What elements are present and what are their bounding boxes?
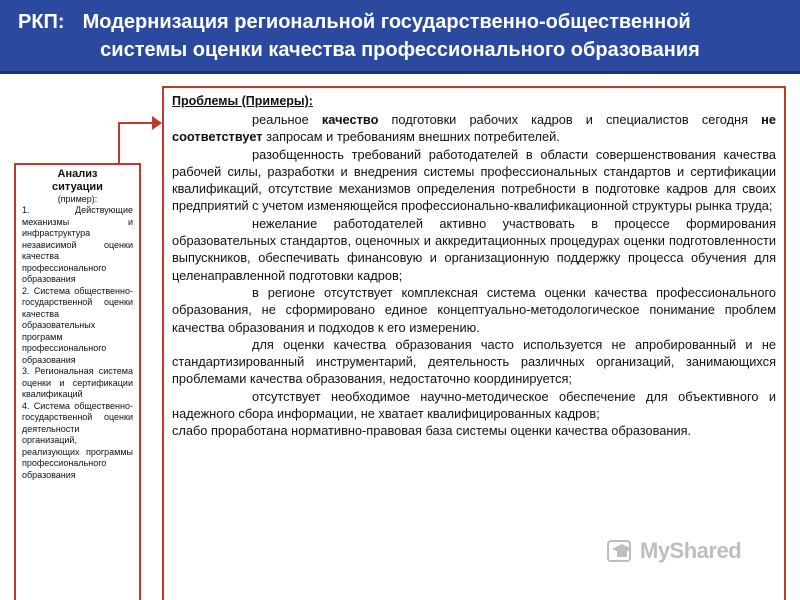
problem-paragraph <box>172 111 776 146</box>
problem-text: запросам и требованиям внешних потребителей. <box>262 129 560 145</box>
list-item: 4. Система общественно-государственной оценки деятельности организаций, реализующих программы профессионального образования <box>22 400 133 480</box>
slide-title-text-1: Модернизация региональной государственно-общественной <box>82 11 691 33</box>
list-item: 2. Система общественно-государственной оценки качества образовательных программ профессионального образования <box>22 285 133 365</box>
list-item: 3. Региональная система оценки и сертификации квалификаций <box>22 366 133 399</box>
list-item: 1. Действующие механизмы и инфраструктура независимой оценки качества профессионального образования <box>22 205 133 284</box>
situation-analysis-title-1: Анализ <box>57 168 98 180</box>
problems-title: Проблемы (Примеры): <box>172 94 313 108</box>
problem-paragraph: в регионе отсутствует комплексная система оценки качества профессионального образования, не сформировано единое концептуально-методологическое понимание проблем качества образования и подходов к его измерению. <box>172 284 776 335</box>
slide-title-line-2: системы оценки качества профессионального образования <box>100 39 700 61</box>
problem-text: реальное <box>252 112 322 127</box>
graduation-cap-icon <box>606 537 636 565</box>
problem-text: подготовки рабочих кадров и специалистов сегодня <box>378 112 762 127</box>
situation-analysis-title-2: ситуации <box>52 181 103 193</box>
slide-title-prefix: РКП: <box>18 11 65 33</box>
arrow-right-icon <box>152 116 162 130</box>
watermark <box>606 536 766 566</box>
connector-vertical <box>118 124 120 163</box>
problem-paragraph: нежелание работодателей активно участвовать в процессе формирования образовательных стандартов, оценочных и аккредитационных процедурах оценки подготовленности выпускников, обеспечивать финансовую и организационную поддержку процесса обучения для целенаправленной подготовки кадров; <box>172 215 776 283</box>
situation-analysis-subtitle: (пример): <box>57 194 98 204</box>
slide-header <box>0 0 800 74</box>
connector-horizontal <box>118 122 154 124</box>
situation-analysis-list <box>22 205 133 481</box>
problem-paragraph: отсутствует необходимое научно-методическое обеспечение для объективного и надежного сбора информации, не хватает квалифицированных кадров; <box>172 388 776 422</box>
problems-box <box>162 86 786 600</box>
problem-paragraph: для оценки качества образования часто используется не апробированный и не стандартизированный инструментарий, деятельность различных организаций, занимающихся проблемами качества образования, недостаточно координируется; <box>172 336 776 387</box>
situation-analysis-box <box>14 163 141 600</box>
problem-paragraph: слабо проработана нормативно-правовая база системы оценки качества образования. <box>172 423 692 439</box>
slide-title-line-1 <box>18 10 798 34</box>
problem-emphasis: качество <box>321 112 379 127</box>
problem-emphasis: не соответствует <box>172 112 776 145</box>
watermark-text: MyShared <box>640 538 742 563</box>
problem-paragraph: разобщенность требований работодателей в области совершенствования качества рабочей силы, разработки и внедрения системы профессиональных стандартов и сертификации квалификаций, отсутствие механизмов определения потребности в подготовке кадров для своих предприятий с учетом изменяющейся профессионально-квалификационной структуры рынка труда; <box>172 146 776 214</box>
